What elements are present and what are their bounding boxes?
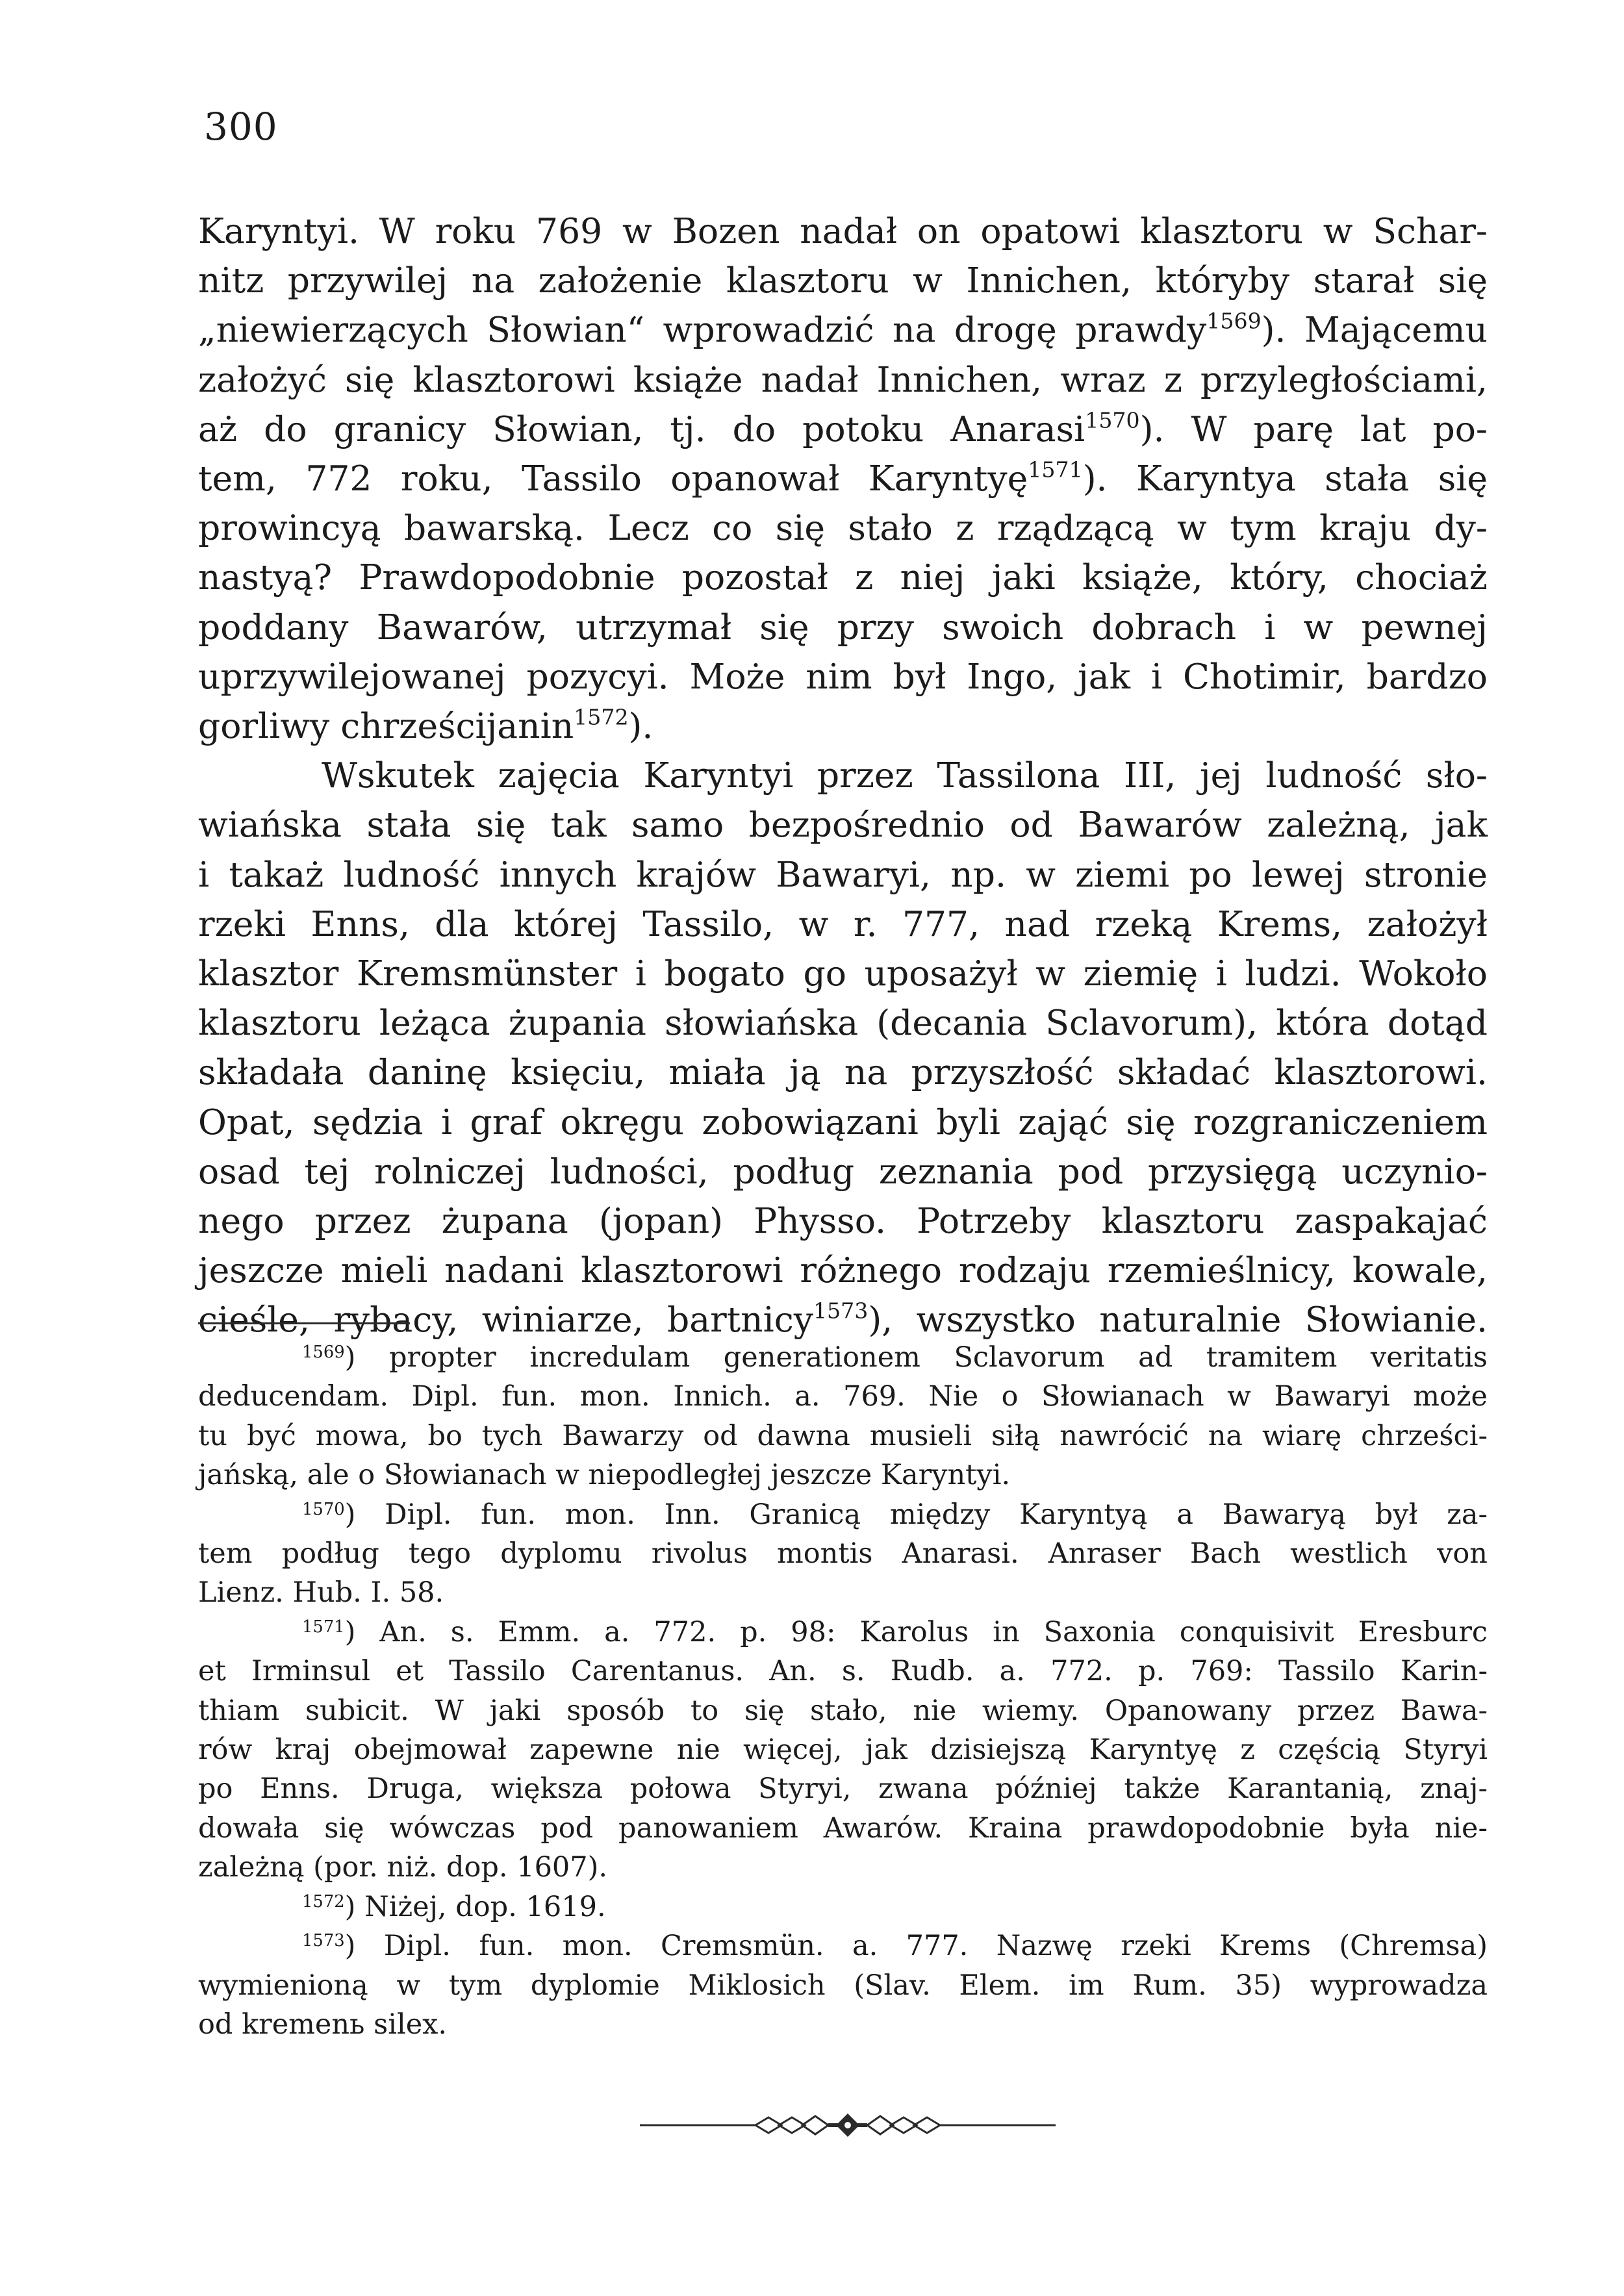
body-line: nastyą? Prawdopodobnie pozostał z niej jaki książe, który, chociaż	[198, 557, 1488, 598]
main-text	[198, 207, 1488, 1345]
end-ornament-icon	[640, 2112, 1056, 2138]
body-line: prowincyą bawarską. Lecz co się stało z rządzącą w tym kraju dy-	[198, 507, 1488, 549]
footnote-line: et Irminsul et Tassilo Carentanus. An. s. Rudb. a. 772. p. 769: Tassilo Karin-	[198, 1655, 1488, 1688]
body-line: i takaż ludność innych krajów Bawaryi, np. w ziemi po lewej stronie	[198, 853, 1488, 895]
footnote-number: 1569	[302, 1342, 345, 1362]
footnote-number: 1571	[302, 1617, 345, 1637]
body-line: rzeki Enns, dla której Tassilo, w r. 777, nad rzeką Krems, założył	[198, 903, 1488, 944]
footnote-ref: 1569	[1206, 308, 1262, 334]
footnote-ref: 1573	[813, 1298, 869, 1324]
body-line: „niewierzących Słowian“ wprowadzić na drogę prawdy$^{1569}$). Mającemu	[198, 308, 1488, 351]
body-line: założyć się klasztorowi książe nadał Innichen, wraz z przyległościami,	[198, 359, 1488, 400]
footnote-line: deducendam. Dipl. fun. mon. Innich. a. 769. Nie o Słowianach w Bawaryi może	[198, 1380, 1488, 1413]
footnotes	[198, 1338, 1488, 2044]
footnote-line: dowała się wówczas pod panowaniem Awarów. Kraina prawdopodobnie była nie-	[198, 1811, 1488, 1845]
footnote-line: od kremenь silex.	[198, 2008, 448, 2041]
footnote-line: jańską, ale o Słowianach w niepodległej jeszcze Karyntyi.	[198, 1459, 1011, 1492]
body-line: jeszcze mieli nadani klasztorowi różnego rodzaju rzemieślnicy, kowale,	[198, 1250, 1488, 1291]
footnote-line: Lienz. Hub. I. 58.	[198, 1576, 444, 1609]
footnote-line: $^{1570}$) Dipl. fun. mon. Inn. Granicą między Karyntyą a Bawaryą był za-	[302, 1498, 1488, 1531]
body-line: tem, 772 roku, Tassilo opanował Karyntyę$^{1571}$). Karyntya stała się	[198, 457, 1488, 499]
body-line: gorliwy chrześcijanin$^{1572}$).	[198, 704, 653, 747]
footnote-number: 1572	[302, 1891, 345, 1911]
footnote-ref: 1571	[1028, 457, 1083, 483]
body-line: poddany Bawarów, utrzymał się przy swoich dobrach i w pewnej	[198, 606, 1488, 648]
footnote-ref: 1570	[1085, 407, 1140, 433]
footnote-line: $^{1571}$) An. s. Emm. a. 772. p. 98: Karolus in Saxonia conquisivit Eresburc	[302, 1615, 1488, 1648]
body-line: uprzywilejowanej pozycyi. Może nim był Ingo, jak i Chotimir, bardzo	[198, 655, 1488, 697]
footnote-line: tem podług tego dyplomu rivolus montis Anarasi. Anraser Bach westlich von	[198, 1537, 1488, 1571]
footnote-line: zależną (por. niż. dop. 1607).	[198, 1851, 608, 1884]
body-line: klasztoru leżąca żupania słowiańska (decania Sclavorum), która dotąd	[198, 1002, 1488, 1044]
body-line: nego przez żupana (jopan) Physso. Potrzeby klasztoru zaspakajać	[198, 1200, 1488, 1242]
footnote-line: rów kraj obejmował zapewne nie więcej, jak dzisiejszą Karyntyę z częścią Styryi	[198, 1734, 1488, 1767]
body-line: nitz przywilej na założenie klasztoru w Innichen, któryby starał się	[198, 260, 1488, 301]
footnote-number: 1573	[302, 1930, 345, 1950]
body-line: aż do granicy Słowian, tj. do potoku Anarasi$^{1570}$). W parę lat po-	[198, 407, 1488, 449]
footnote-line: wymienioną w tym dyplomie Miklosich (Slav. Elem. im Rum. 35) wyprowadza	[198, 1969, 1488, 2002]
footnote-divider	[198, 1322, 410, 1324]
body-line: wiańska stała się tak samo bezpośrednio od Bawarów zależną, jak	[198, 804, 1488, 846]
body-line: Opat, sędzia i graf okręgu zobowiązani byli zająć się rozgraniczeniem	[198, 1101, 1488, 1142]
footnote-line: $^{1569}$) propter incredulam generationem Sclavorum ad tramitem veritatis	[302, 1341, 1488, 1374]
footnote-number: 1570	[302, 1499, 345, 1519]
page-number: 300	[204, 105, 278, 149]
body-line: cieśle, rybacy, winiarze, bartnicy$^{1573}$), wszystko naturalnie Słowianie.	[198, 1298, 1488, 1341]
footnote-line: po Enns. Druga, większa połowa Styryi, zwana później także Karantanią, znaj-	[198, 1772, 1488, 1806]
footnote-ref: 1572	[574, 704, 629, 730]
footnote-line: $^{1572}$) Niżej, dop. 1619.	[302, 1890, 606, 1923]
body-line: Karyntyi. W roku 769 w Bozen nadał on opatowi klasztoru w Schar-	[198, 210, 1488, 251]
footnote-line: $^{1573}$) Dipl. fun. mon. Cremsmün. a. 777. Nazwę rzeki Krems (Chremsa)	[302, 1930, 1488, 1963]
body-line: Wskutek zajęcia Karyntyi przez Tassilona III, jej ludność sło-	[322, 755, 1488, 796]
body-line: składała daninę księciu, miała ją na przyszłość składać klasztorowi.	[198, 1052, 1488, 1093]
footnote-line: thiam subicit. W jaki sposób to się stało, nie wiemy. Opanowany przez Bawa-	[198, 1694, 1488, 1727]
footnote-line: tu być mowa, bo tych Bawarzy od dawna musieli siłą nawrócić na wiarę chrześci-	[198, 1419, 1488, 1452]
body-line: osad tej rolniczej ludności, podług zeznania pod przysięgą uczynio-	[198, 1150, 1488, 1192]
body-line: klasztor Kremsmünster i bogato go uposażył w ziemię i ludzi. Wokoło	[198, 953, 1488, 994]
